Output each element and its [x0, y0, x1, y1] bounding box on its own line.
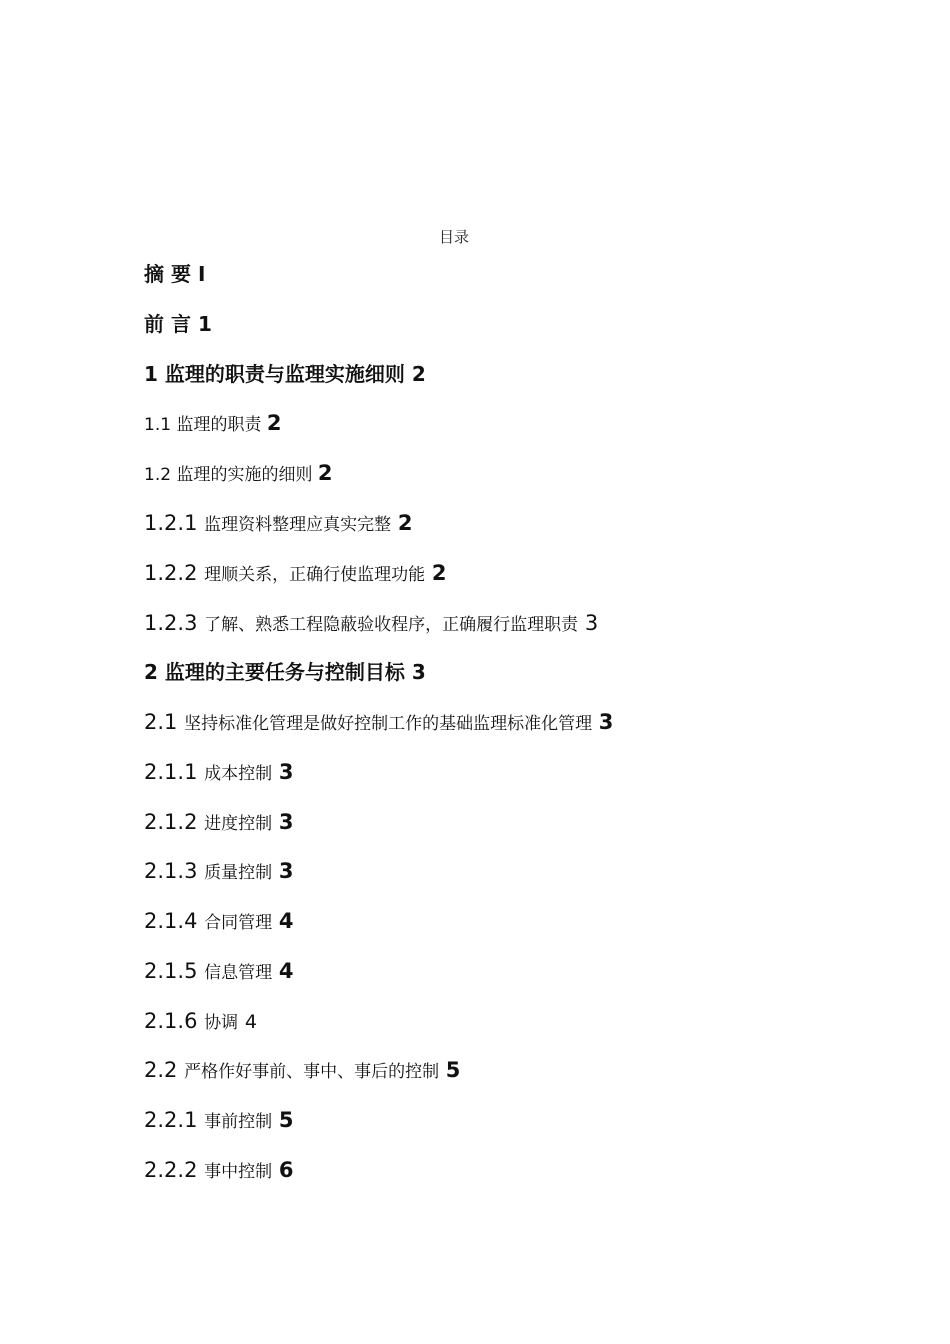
toc-entry-page: I	[197, 262, 206, 286]
toc-entry-page: 4	[278, 909, 294, 933]
toc-entry-2-1-5[interactable]	[144, 957, 293, 985]
toc-entry-1-1[interactable]	[144, 409, 281, 437]
toc-entry-page: 4	[278, 959, 294, 983]
toc-entry-2-1-3[interactable]	[144, 857, 293, 885]
toc-entry-number: 2.2	[144, 1058, 178, 1082]
toc-entry-preface[interactable]	[144, 310, 212, 338]
toc-entry-number: 1	[144, 362, 158, 386]
toc-entry-page: 1	[197, 312, 212, 336]
toc-entry-number: 2	[144, 660, 158, 684]
toc-entry-number: 1.2.2	[144, 561, 198, 585]
toc-entry-page: 3	[278, 810, 294, 834]
toc-entry-text: 质量控制	[204, 863, 273, 883]
toc-entry-number: 2.2.1	[144, 1108, 198, 1132]
toc-entry-2-2[interactable]	[144, 1056, 460, 1084]
toc-entry-2-1-1[interactable]	[144, 758, 293, 786]
toc-entry-number: 1.2.1	[144, 511, 198, 535]
toc-entry-text: 理顺关系，正确行使监理功能	[204, 565, 426, 585]
toc-entry-number: 2.1.4	[144, 909, 198, 933]
toc-entry-page: 2	[397, 511, 413, 535]
toc-entry-page: 5	[278, 1108, 294, 1132]
toc-entry-text: 合同管理	[204, 913, 273, 933]
toc-entry-text: 了解、熟悉工程隐蔽验收程序，正确履行监理职责	[204, 615, 579, 635]
toc-entry-2-1-2[interactable]	[144, 808, 293, 836]
toc-entry-text: 监理资料整理应真实完整	[204, 515, 392, 535]
toc-entry-1-2-1[interactable]	[144, 509, 412, 537]
toc-entry-text: 前 言	[144, 312, 191, 336]
toc-entry-number: 2.1.1	[144, 760, 198, 784]
toc-entry-number: 1.2.3	[144, 611, 198, 635]
toc-entry-number: 1.1	[144, 415, 172, 435]
toc-entry-abstract[interactable]	[144, 260, 205, 288]
toc-entry-1-2-2[interactable]	[144, 559, 446, 587]
toc-entry-number: 2.1.5	[144, 959, 198, 983]
toc-entry-text: 协调	[204, 1013, 239, 1033]
toc-entry-1-2-3[interactable]	[144, 609, 598, 637]
toc-entry-page: 3	[278, 760, 294, 784]
toc-entry-2-2-2[interactable]	[144, 1156, 293, 1184]
toc-entry-page: 5	[445, 1058, 461, 1082]
toc-entry-number: 2.1	[144, 710, 178, 734]
toc-entry-page: 2	[411, 362, 426, 386]
toc-entry-number: 2.2.2	[144, 1158, 198, 1182]
toc-entry-number: 1.2	[144, 465, 172, 485]
toc-entry-chapter-2[interactable]	[144, 658, 426, 686]
toc-entry-text: 监理的职责与监理实施细则	[164, 362, 405, 386]
toc-entry-chapter-1[interactable]	[144, 360, 426, 388]
toc-entry-text: 监理的职责	[176, 415, 262, 435]
toc-entry-text: 成本控制	[204, 764, 273, 784]
toc-entry-page: 2	[431, 561, 447, 585]
toc-entry-1-2[interactable]	[144, 459, 332, 487]
toc-entry-page: 3	[278, 859, 294, 883]
toc-entry-text: 信息管理	[204, 963, 273, 983]
toc-entry-2-1-6[interactable]	[144, 1007, 257, 1035]
toc-entry-text: 监理的实施的细则	[176, 465, 313, 485]
toc-entry-page: 6	[278, 1158, 294, 1182]
toc-entry-text: 坚持标准化管理是做好控制工作的基础监理标准化管理	[184, 714, 593, 734]
toc-entry-text: 事中控制	[204, 1162, 273, 1182]
toc-entry-page: 2	[266, 411, 282, 435]
toc-entry-text: 事前控制	[204, 1112, 273, 1132]
toc-entry-page: 4	[244, 1011, 257, 1033]
toc-entry-number: 2.1.2	[144, 810, 198, 834]
toc-entry-page: 3	[598, 710, 614, 734]
toc-entry-page: 3	[584, 611, 599, 635]
toc-entry-text: 严格作好事前、事中、事后的控制	[184, 1062, 440, 1082]
toc-entry-page: 2	[317, 461, 333, 485]
toc-entry-number: 2.1.3	[144, 859, 198, 883]
toc-entry-2-2-1[interactable]	[144, 1106, 293, 1134]
toc-entry-page: 3	[411, 660, 426, 684]
toc-entry-text: 进度控制	[204, 814, 273, 834]
toc-entry-text: 监理的主要任务与控制目标	[164, 660, 405, 684]
toc-entry-2-1[interactable]	[144, 708, 613, 736]
toc-entry-2-1-4[interactable]	[144, 907, 293, 935]
toc-entry-text: 摘 要	[144, 262, 191, 286]
toc-title: 目录	[438, 228, 469, 246]
toc-entry-number: 2.1.6	[144, 1009, 198, 1033]
